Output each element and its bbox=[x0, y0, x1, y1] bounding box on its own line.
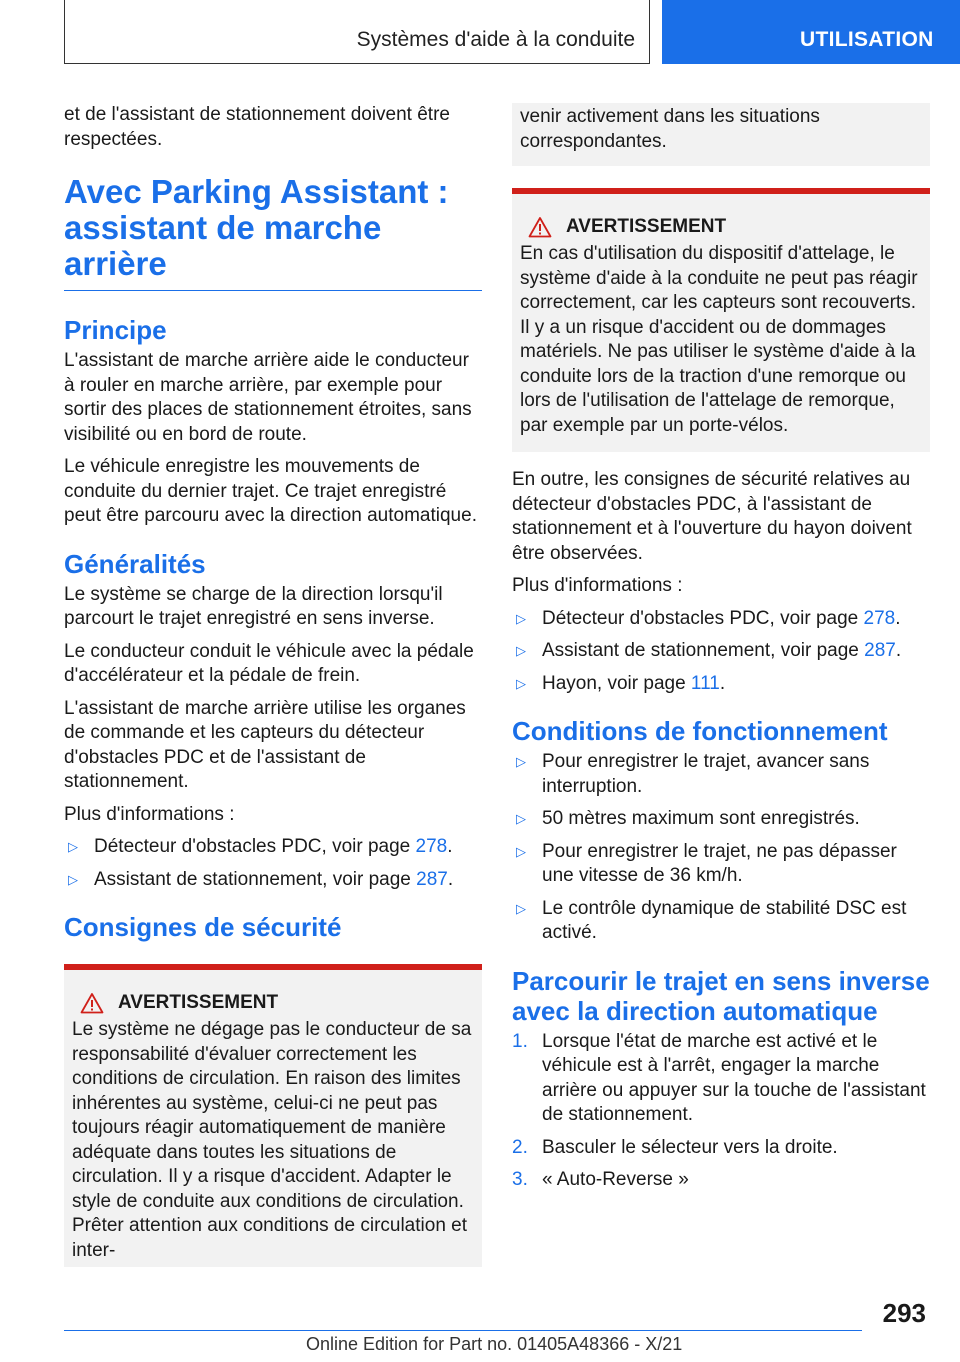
intro-text: et de l'assistant de stationnement doivent être respectées. bbox=[64, 104, 450, 150]
triangle-bullet-icon: ▷ bbox=[516, 610, 526, 626]
triangle-bullet-icon: ▷ bbox=[68, 871, 78, 887]
header-section-title: Systèmes d'aide à la conduite bbox=[356, 28, 635, 51]
list-item: ▷ Détecteur d'obstacles PDC, voir page 278. bbox=[512, 607, 930, 632]
triangle-bullet-icon: ▷ bbox=[516, 900, 526, 916]
heading-generalites: Généralités bbox=[64, 548, 206, 579]
warning-title: AVERTISSEMENT bbox=[566, 216, 727, 237]
list-item: 3. « Auto-Reverse » bbox=[512, 1168, 930, 1193]
triangle-bullet-icon: ▷ bbox=[516, 754, 526, 769]
list-item: ▷ Hayon, voir page 111. bbox=[512, 672, 930, 697]
page-link-278[interactable]: 278 bbox=[415, 836, 448, 857]
list-item: 1. Lorsque l'état de marche est activé et le véhicule est à l'arrêt, engager la marche arrière ou appuyer sur la touche de l'assistant de stationnement. bbox=[512, 1030, 926, 1125]
step-number: 3. bbox=[512, 1169, 528, 1190]
list-item: ▷ Assistant de stationnement, voir page 287. bbox=[512, 639, 930, 664]
warning-text: Le système ne dégage pas le conducteur de sa responsabilité d'évaluer correctement les conditions de circulation. En raison des limites inhérentes au système, celui-ci ne peut pas toujours réagir automatiquement de manière adéquate dans toutes les situations de circulation. Il y a risque d'accident. Adapter le style de conduite aux conditions de circulation. Prêter attention aux conditions de circulation et inter- bbox=[72, 1019, 472, 1261]
warning-box bbox=[64, 964, 482, 1267]
warning-triangle-icon bbox=[80, 992, 104, 1014]
reference-list bbox=[512, 607, 930, 697]
header-chapter-tab[interactable] bbox=[662, 0, 960, 64]
warning-continuation: venir activement dans les situations correspondantes. bbox=[512, 103, 930, 166]
page-link-111[interactable]: 111 bbox=[690, 672, 720, 694]
list-item: ▷ Pour enregistrer le trajet, ne pas dépasser une vitesse de 36 km/h. bbox=[516, 840, 897, 886]
steps-list bbox=[512, 1030, 930, 1193]
safety-paragraph: En outre, les consignes de sécurité relatives au détecteur d'obstacles PDC, à l'assistant de stationnement et à l'ouverture du hayon doivent être observées. bbox=[512, 469, 912, 564]
page-link-287[interactable]: 287 bbox=[416, 868, 448, 890]
right-column bbox=[512, 103, 930, 1201]
conditions-list bbox=[512, 750, 930, 946]
generalites-paragraph-3: L'assistant de marche arrière utilise les organes de commande et les capteurs du détecteur d'obstacles PDC et de l'assistant de stationnement. bbox=[64, 697, 466, 792]
more-info-label: Plus d'informations : bbox=[64, 803, 235, 825]
triangle-bullet-icon: ▷ bbox=[516, 675, 526, 691]
heading-conditions: Conditions de fonctionnement bbox=[512, 716, 888, 746]
heading-parcourir: Parcourir le trajet en sens inverse avec la direction automatique bbox=[512, 965, 930, 1026]
triangle-bullet-icon: ▷ bbox=[516, 811, 526, 826]
step-number: 2. bbox=[512, 1136, 528, 1158]
warning-box-2 bbox=[512, 188, 930, 452]
heading-principe: Principe bbox=[64, 315, 167, 345]
list-item: 2. Basculer le sélecteur vers la droite. bbox=[512, 1136, 930, 1161]
header-section-box bbox=[64, 0, 650, 64]
page-link-287[interactable]: 287 bbox=[864, 640, 896, 661]
generalites-paragraph-2: Le conducteur conduit le véhicule avec la pédale d'accélérateur et la pédale de frein. bbox=[64, 640, 474, 686]
footer-edition: Online Edition for Part no. 01405A48366 - X/21 bbox=[306, 1334, 683, 1354]
list-item: ▷ 50 mètres maximum sont enregistrés. bbox=[512, 807, 930, 832]
page-link-278[interactable]: 278 bbox=[863, 607, 896, 629]
triangle-bullet-icon: ▷ bbox=[516, 843, 526, 859]
generalites-paragraph-1: Le système se charge de la direction lorsqu'il parcourt le trajet enregistré en sens inverse. bbox=[64, 583, 443, 629]
principe-paragraph-1: L'assistant de marche arrière aide le conducteur à rouler en marche arrière, par exemple pour sortir des places de stationnement étroites, sans visibilité ou en bord de route. bbox=[64, 350, 472, 445]
list-item: ▷ Assistant de stationnement, voir page 287. bbox=[64, 868, 482, 893]
principe-paragraph-2: Le véhicule enregistre les mouvements de conduite du dernier trajet. Ce trajet enregistré peut être parcouru avec la direction automatique. bbox=[64, 456, 477, 526]
footer-divider bbox=[64, 1330, 862, 1331]
left-column bbox=[64, 103, 482, 1267]
warning-title: AVERTISSEMENT bbox=[118, 992, 279, 1013]
more-info-label: Plus d'informations : bbox=[512, 575, 683, 596]
warning-triangle-icon bbox=[528, 216, 552, 238]
list-item: ▷ Pour enregistrer le trajet, avancer sans interruption. bbox=[516, 751, 870, 797]
triangle-bullet-icon: ▷ bbox=[68, 839, 78, 854]
warning-text: En cas d'utilisation du dispositif d'attelage, le système d'aide à la conduite ne peut pas réagir correctement, car les capteurs sont recouverts. Il y a un risque d'accident ou de dommages matériels. Ne pas utiliser le système d'aide à la conduite lors de la traction d'une remorque ou lors de l'utilisation de l'attelage de remorque, par exemple par un porte-vélos. bbox=[520, 243, 918, 436]
triangle-bullet-icon: ▷ bbox=[516, 643, 526, 658]
page-title: Avec Parking Assistant : assistant de marche arrière bbox=[64, 174, 482, 291]
heading-consignes: Consignes de sécurité bbox=[64, 912, 342, 942]
list-item: ▷ Détecteur d'obstacles PDC, voir page 278. bbox=[64, 835, 482, 860]
reference-list bbox=[64, 835, 482, 892]
header-chapter-label: UTILISATION bbox=[800, 28, 934, 51]
step-number: 1. bbox=[512, 1030, 528, 1052]
list-item: ▷ Le contrôle dynamique de stabilité DSC est activé. bbox=[516, 897, 907, 943]
page-number: 293 bbox=[882, 1298, 926, 1328]
